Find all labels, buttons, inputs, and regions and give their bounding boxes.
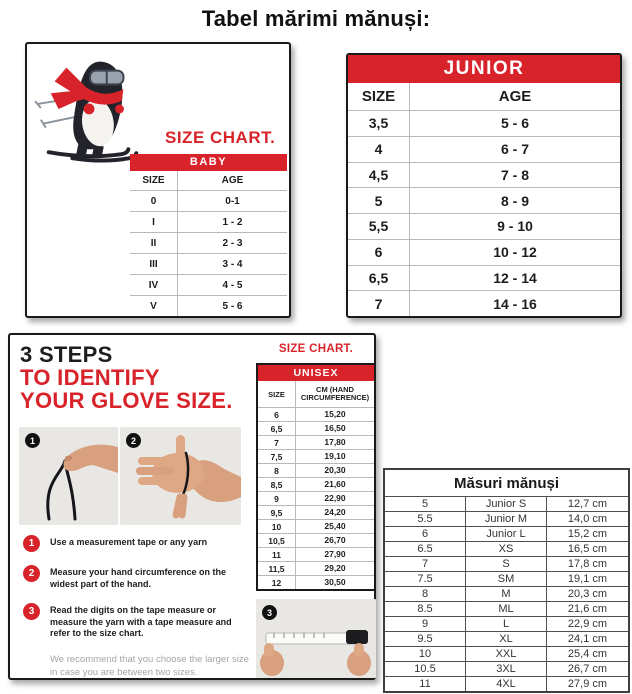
size-chart-heading-baby: SIZE CHART. <box>165 128 276 147</box>
table-row <box>130 211 287 232</box>
size-name-cell: Junior S <box>466 497 547 511</box>
size-cell: 6 <box>348 240 410 265</box>
table-row <box>258 463 374 477</box>
age-cell: 14 - 16 <box>493 295 537 312</box>
table-row <box>385 661 628 676</box>
size-number-cell: 11 <box>385 677 466 691</box>
table-row <box>385 646 628 661</box>
size-name-cell: SM <box>466 572 547 586</box>
step-number-badge: 1 <box>23 535 40 552</box>
cm-cell: 21,6 cm <box>567 603 608 615</box>
cm-cell: 15,20 <box>324 409 346 420</box>
cm-cell: 30,50 <box>324 577 346 588</box>
size-cell: 10 <box>258 520 296 533</box>
age-cell: 6 - 7 <box>500 141 529 158</box>
age-cell: 10 - 12 <box>493 244 537 261</box>
cm-cell: 20,3 cm <box>567 588 608 600</box>
table-row <box>258 449 374 463</box>
step-text: Read the digits on the tape measure or measure the yarn with a tape measure and refer to the size chart. <box>50 605 232 638</box>
table-row <box>348 239 620 265</box>
size-number-cell: 5 <box>385 497 466 511</box>
table-row <box>348 290 620 316</box>
step-item-2 <box>23 565 248 590</box>
baby-size-chart-box <box>25 42 291 318</box>
size-name-cell: XXL <box>466 647 547 661</box>
cm-cell: 20,30 <box>324 465 346 476</box>
cm-cell: 27,9 cm <box>567 678 608 690</box>
size-cell: 6 <box>258 408 296 421</box>
age-cell: 0-1 <box>225 195 240 207</box>
age-cell: 8 - 9 <box>500 192 529 209</box>
junior-size-chart-box <box>346 53 622 318</box>
step-text: Use a measurement tape or any yarn <box>50 537 208 547</box>
size-name-cell: S <box>466 557 547 571</box>
step1-photo <box>19 427 118 525</box>
size-cell: 6,5 <box>348 266 410 291</box>
table-row <box>385 541 628 556</box>
junior-table-header: JUNIOR <box>348 55 620 83</box>
table-row <box>385 511 628 526</box>
column-header-size: SIZE <box>258 381 296 407</box>
age-cell: 5 - 6 <box>222 300 243 312</box>
cm-cell: 26,7 cm <box>567 663 608 675</box>
table-row <box>385 586 628 601</box>
size-name-cell: Junior L <box>466 527 547 541</box>
headline-line-1: 3 STEPS <box>20 342 113 367</box>
table-row <box>130 295 287 316</box>
size-cell: III <box>130 254 178 274</box>
size-cell: 10,5 <box>258 534 296 547</box>
photo-badge-1: 1 <box>25 433 40 448</box>
size-name-cell: 3XL <box>466 662 547 676</box>
cm-cell: 27,90 <box>324 549 346 560</box>
cm-cell: 19,1 cm <box>567 573 608 585</box>
cm-cell: 16,50 <box>324 423 346 434</box>
cm-cell: 25,4 cm <box>567 648 608 660</box>
steps-list <box>23 535 248 679</box>
table-row <box>130 253 287 274</box>
size-cell: 5,5 <box>348 214 410 239</box>
size-name-cell: ML <box>466 602 547 616</box>
table-row <box>130 190 287 211</box>
baby-table <box>130 154 287 316</box>
table-row <box>348 265 620 291</box>
column-header-age: AGE <box>221 175 244 186</box>
size-cell: IV <box>130 275 178 295</box>
age-cell: 3 - 4 <box>222 258 243 270</box>
size-cell: 11,5 <box>258 562 296 575</box>
cm-cell: 22,90 <box>324 493 346 504</box>
cm-cell: 24,20 <box>324 507 346 518</box>
size-cell: 5 <box>348 188 410 213</box>
table-row <box>348 213 620 239</box>
cm-cell: 21,60 <box>324 479 346 490</box>
age-cell: 1 - 2 <box>222 216 243 228</box>
column-header-size: SIZE <box>348 83 410 110</box>
table-row <box>258 491 374 505</box>
cm-cell: 25,40 <box>324 521 346 532</box>
age-cell: 7 - 8 <box>500 166 529 183</box>
size-cell: 3,5 <box>348 111 410 136</box>
size-cell: 7,5 <box>258 450 296 463</box>
junior-table-columns <box>348 83 620 110</box>
recommendation-note: We recommend that you choose the larger size in case you are between two sizes. <box>50 653 249 678</box>
table-row <box>258 575 374 589</box>
unisex-table <box>256 363 376 591</box>
unisex-table-body <box>258 407 374 589</box>
column-header-size: SIZE <box>130 171 178 190</box>
column-header-age: AGE <box>498 88 532 105</box>
headline-line-3: YOUR GLOVE SIZE. <box>20 388 233 413</box>
table-row <box>385 526 628 541</box>
table-row <box>130 232 287 253</box>
table-row <box>348 136 620 162</box>
cm-cell: 17,8 cm <box>567 558 608 570</box>
table-row <box>385 556 628 571</box>
age-cell: 5 - 6 <box>500 115 529 132</box>
table-row <box>348 187 620 213</box>
table-row <box>258 519 374 533</box>
size-cell: 12 <box>258 576 296 589</box>
size-cell: 11 <box>258 548 296 561</box>
size-cell: 8,5 <box>258 478 296 491</box>
step3-photo <box>256 599 376 678</box>
size-number-cell: 8.5 <box>385 602 466 616</box>
masuri-table-body <box>385 496 628 691</box>
size-cell: V <box>130 296 178 316</box>
baby-table-columns <box>130 171 287 190</box>
table-row <box>258 421 374 435</box>
unisex-table-header: UNISEX <box>258 365 374 381</box>
size-cell: 8 <box>258 464 296 477</box>
size-name-cell: XS <box>466 542 547 556</box>
steps-box <box>8 333 376 680</box>
age-cell: 2 - 3 <box>222 237 243 249</box>
size-cell: 6,5 <box>258 422 296 435</box>
cm-cell: 24,1 cm <box>567 633 608 645</box>
age-cell: 9 - 10 <box>497 218 533 235</box>
masuri-table-title: Măsuri mănuși <box>453 474 560 492</box>
skiing-penguin-icon <box>33 48 151 166</box>
cm-cell: 16,5 cm <box>567 543 608 555</box>
cm-cell: 19,10 <box>324 451 346 462</box>
size-number-cell: 9.5 <box>385 632 466 646</box>
cm-cell: 14,0 cm <box>567 513 608 525</box>
size-cell: 7 <box>348 291 410 316</box>
size-cell: 0 <box>130 191 178 211</box>
size-number-cell: 6.5 <box>385 542 466 556</box>
cm-cell: 12,7 cm <box>567 498 608 510</box>
step-number-badge: 2 <box>23 565 40 582</box>
size-cell: II <box>130 233 178 253</box>
unisex-table-columns <box>258 381 374 407</box>
table-row <box>258 533 374 547</box>
size-chart-heading-unisex: SIZE CHART. <box>278 343 354 355</box>
table-row <box>258 407 374 421</box>
table-row <box>385 631 628 646</box>
junior-table <box>348 55 620 316</box>
size-cell: I <box>130 212 178 232</box>
cm-cell: 22,9 cm <box>567 618 608 630</box>
size-name-cell: XL <box>466 632 547 646</box>
size-number-cell: 9 <box>385 617 466 631</box>
step-text: Measure your hand circumference on the widest part of the hand. <box>50 567 227 589</box>
table-row <box>385 496 628 511</box>
photo-badge-3: 3 <box>262 605 277 620</box>
step2-photo <box>120 427 241 525</box>
cm-cell: 26,70 <box>324 535 346 546</box>
baby-table-body <box>130 190 287 316</box>
size-number-cell: 7 <box>385 557 466 571</box>
table-row <box>385 616 628 631</box>
masuri-manusi-table <box>383 468 630 693</box>
size-cell: 4,5 <box>348 163 410 188</box>
size-name-cell: Junior M <box>466 512 547 526</box>
step-item-3 <box>23 603 248 640</box>
size-number-cell: 6 <box>385 527 466 541</box>
steps-headline <box>20 343 233 412</box>
age-cell: 4 - 5 <box>222 279 243 291</box>
size-number-cell: 5.5 <box>385 512 466 526</box>
size-name-cell: L <box>466 617 547 631</box>
photo-badge-2: 2 <box>126 433 141 448</box>
table-row <box>130 274 287 295</box>
table-row <box>258 477 374 491</box>
cm-cell: 17,80 <box>324 437 346 448</box>
table-row <box>348 110 620 136</box>
table-row <box>258 435 374 449</box>
headline-line-2: TO IDENTIFY <box>20 365 160 390</box>
table-row <box>385 601 628 616</box>
step-number-badge: 3 <box>23 603 40 620</box>
size-number-cell: 7.5 <box>385 572 466 586</box>
step-item-1 <box>23 535 248 552</box>
size-name-cell: M <box>466 587 547 601</box>
size-cell: 9 <box>258 492 296 505</box>
cm-cell: 29,20 <box>324 563 346 574</box>
column-header-cm: CM (HAND CIRCUMFERENCE) <box>300 384 370 402</box>
size-cell: 9,5 <box>258 506 296 519</box>
table-row <box>258 547 374 561</box>
page-title: Tabel mărimi mănuși: <box>201 6 431 31</box>
cm-cell: 15,2 cm <box>567 528 608 540</box>
junior-table-body <box>348 110 620 316</box>
size-name-cell: 4XL <box>466 677 547 691</box>
table-row <box>348 162 620 188</box>
table-row <box>258 561 374 575</box>
size-cell: 7 <box>258 436 296 449</box>
size-number-cell: 8 <box>385 587 466 601</box>
table-row <box>385 571 628 586</box>
baby-table-header: BABY <box>130 154 287 171</box>
size-number-cell: 10.5 <box>385 662 466 676</box>
size-number-cell: 10 <box>385 647 466 661</box>
size-cell: 4 <box>348 137 410 162</box>
table-row <box>258 505 374 519</box>
table-row <box>385 676 628 691</box>
age-cell: 12 - 14 <box>493 269 537 286</box>
